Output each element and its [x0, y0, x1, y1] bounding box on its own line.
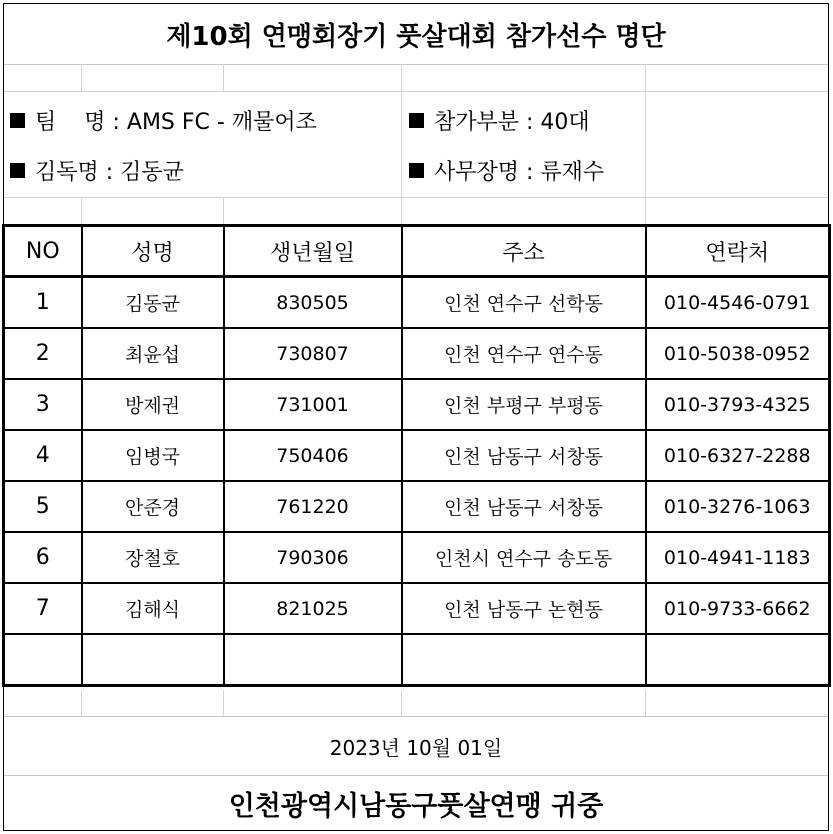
- cell-address: [402, 634, 646, 686]
- square-bullet-icon: [409, 163, 424, 178]
- square-bullet-icon: [409, 113, 424, 128]
- column-header-birthdate: 생년월일: [224, 226, 402, 277]
- table-row: [4, 277, 830, 329]
- cell-address: 인천시 연수구 송도동: [402, 532, 646, 583]
- cell-contact: 010-4941-1183: [646, 532, 830, 583]
- cell-address: 인천 남동구 서창동: [402, 481, 646, 532]
- column-header-contact: 연락처: [646, 226, 830, 277]
- cell-contact: 010-5038-0952: [646, 328, 830, 379]
- grid-line: [223, 690, 224, 716]
- column-header-no: NO: [4, 226, 82, 277]
- cell-no: 1: [4, 277, 82, 329]
- table-row: [4, 379, 830, 430]
- coach-value: 김동균: [120, 159, 184, 185]
- cell-no: [4, 634, 82, 686]
- recipient-line: 인천광역시남동구풋살연맹 귀중: [228, 790, 604, 822]
- table-row: [4, 481, 830, 532]
- cell-name: [82, 634, 224, 686]
- grid-line: [645, 690, 646, 716]
- division-label: 참가부분 :: [434, 109, 541, 135]
- cell-no: 6: [4, 532, 82, 583]
- cell-no: 5: [4, 481, 82, 532]
- square-bullet-icon: [10, 163, 25, 178]
- cell-contact: 010-9733-6662: [646, 583, 830, 634]
- grid-line: [4, 197, 828, 198]
- grid-line: [401, 690, 402, 716]
- manager-field: [409, 154, 604, 186]
- cell-birthdate: [224, 634, 402, 686]
- manager-value: 류재수: [540, 159, 605, 185]
- cell-name: 최윤섭: [82, 328, 224, 379]
- manager-label: 사무장명 :: [434, 159, 541, 185]
- cell-name: 김해식: [82, 583, 224, 634]
- table-row: [4, 328, 830, 379]
- grid-line: [4, 91, 828, 92]
- cell-birthdate: 830505: [224, 277, 402, 329]
- cell-name: 임병국: [82, 430, 224, 481]
- coach-label: 김독명 :: [35, 159, 121, 185]
- document-title: 제10회 연맹회장기 풋살대회 참가선수 명단: [4, 4, 828, 65]
- grid-line: [81, 197, 82, 224]
- cell-address: 인천 남동구 논현동: [402, 583, 646, 634]
- cell-no: 4: [4, 430, 82, 481]
- table-row-empty: [4, 634, 830, 686]
- division-field: [409, 104, 590, 136]
- grid-line: [81, 64, 82, 92]
- cell-birthdate: 790306: [224, 532, 402, 583]
- cell-no: 3: [4, 379, 82, 430]
- cell-name: 방제권: [82, 379, 224, 430]
- team-name-label: 팀 명 :: [35, 109, 127, 135]
- cell-address: 인천 부평구 부평동: [402, 379, 646, 430]
- square-bullet-icon: [10, 113, 25, 128]
- grid-line: [645, 64, 646, 224]
- team-name-value: AMS FC - 깨물어조: [126, 109, 317, 135]
- coach-field: [10, 154, 184, 186]
- table-row: [4, 430, 830, 481]
- cell-contact: [646, 634, 830, 686]
- cell-name: 김동균: [82, 277, 224, 329]
- cell-address: 인천 연수구 선학동: [402, 277, 646, 329]
- table-row: [4, 583, 830, 634]
- cell-contact: 010-4546-0791: [646, 277, 830, 329]
- cell-name: 안준경: [82, 481, 224, 532]
- cell-birthdate: 761220: [224, 481, 402, 532]
- cell-birthdate: 731001: [224, 379, 402, 430]
- cell-no: 2: [4, 328, 82, 379]
- grid-line: [81, 690, 82, 716]
- player-roster-table: [2, 224, 831, 687]
- table-header-row: [4, 226, 830, 277]
- cell-contact: 010-3276-1063: [646, 481, 830, 532]
- grid-line: [223, 197, 224, 224]
- cell-no: 7: [4, 583, 82, 634]
- cell-address: 인천 남동구 서창동: [402, 430, 646, 481]
- table-row: [4, 532, 830, 583]
- division-value: 40대: [540, 109, 590, 135]
- cell-name: 장철호: [82, 532, 224, 583]
- team-name-field: [10, 104, 317, 136]
- roster-sheet: [3, 3, 829, 831]
- cell-birthdate: 821025: [224, 583, 402, 634]
- cell-contact: 010-3793-4325: [646, 379, 830, 430]
- submission-date: 2023년 10월 01일: [4, 716, 828, 776]
- cell-address: 인천 연수구 연수동: [402, 328, 646, 379]
- cell-birthdate: 750406: [224, 430, 402, 481]
- column-header-address: 주소: [402, 226, 646, 277]
- cell-contact: 010-6327-2288: [646, 430, 830, 481]
- cell-birthdate: 730807: [224, 328, 402, 379]
- column-header-name: 성명: [82, 226, 224, 277]
- grid-line: [223, 64, 224, 92]
- grid-line: [401, 64, 402, 224]
